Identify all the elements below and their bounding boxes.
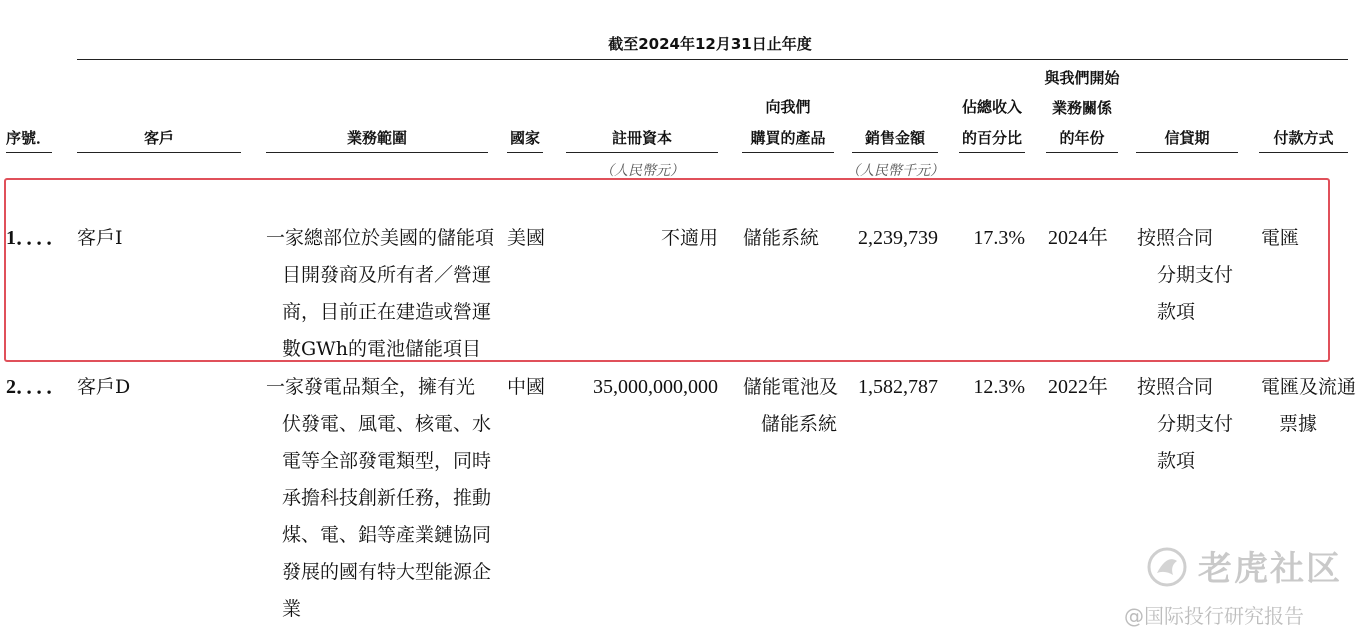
col-header-pct-line2: 的百分比 [961,129,1022,147]
col-header-country: 國家 [509,129,540,147]
row-sales: 1,582,787 [858,376,938,398]
row-seq: 1．．．． [6,227,66,249]
row-highlight-box [4,178,1330,362]
col-rule-seq [6,152,52,153]
row-products: 儲能系統 [743,227,820,249]
scope-line: 商，目前正在建造或營運 [282,301,492,323]
row-payment: 電匯 [1261,227,1300,249]
row-capital: 不適用 [660,227,718,249]
scope-line: 煤、電、鋁等產業鏈協同 [282,524,492,546]
products-line: 儲能系統 [761,413,838,435]
payment-line: 票據 [1279,413,1318,435]
col-header-scope: 業務範圍 [346,129,407,147]
credit-line: 款項 [1157,450,1196,472]
col-header-payment: 付款方式 [1273,129,1334,147]
watermark-credit: @国际投行研究报告 [1124,604,1304,628]
row-scope [266,220,494,368]
row-scope [266,369,491,628]
col-rule-pct [959,152,1025,153]
row-customer: 客戶I [77,227,123,249]
row-country: 美國 [507,227,546,249]
credit-line: 款項 [1157,301,1196,323]
tiger-logo-icon [1146,546,1188,592]
scope-line: 伏發電、風電、核電、水 [282,413,492,435]
products-line: 儲能電池及 [743,376,839,398]
col-header-seq: 序號． [6,129,52,147]
col-header-sales: 銷售金額 [864,129,925,147]
row-country: 中國 [507,376,546,398]
row-products [743,369,838,443]
col-rule-credit [1136,152,1238,153]
col-rule-capital [566,152,718,153]
col-rule-scope [266,152,488,153]
col-rule-customer [77,152,241,153]
scope-line: 一家總部位於美國的儲能項 [266,227,495,249]
col-header-products-line1: 向我們 [765,98,811,116]
scope-line: 業 [282,598,302,620]
row-payment [1261,369,1356,443]
scope-line: 承擔科技創新任務，推動 [282,487,492,509]
period-header: 截至2024年12月31日止年度 [608,35,812,53]
credit-line: 分期支付 [1157,264,1234,286]
unit-sales: （人民幣千元） [846,163,944,179]
col-header-year-line2: 業務關係 [1051,99,1112,117]
col-header-capital: 註冊資本 [611,129,672,147]
scope-line: 一家發電品類全，擁有光 [266,376,476,398]
col-rule-payment [1259,152,1348,153]
row-customer: 客戶D [77,376,131,398]
col-rule-sales [852,152,938,153]
row-sales: 2,239,739 [858,227,938,249]
row-pct: 17.3% [973,227,1025,249]
col-header-products-line2: 購買的產品 [750,129,826,147]
scope-line: 電等全部發電類型，同時 [282,450,492,472]
credit-line: 按照合同 [1137,376,1214,398]
col-header-pct-line1: 佔總收入 [961,98,1022,116]
col-header-credit: 信貸期 [1164,129,1210,147]
col-rule-year [1046,152,1118,153]
period-header-rule [77,59,1348,60]
row-seq: 2．．．． [6,376,66,398]
payment-line: 電匯及流通 [1261,376,1357,398]
row-year: 2022年 [1048,376,1108,398]
row-credit [1137,369,1233,480]
row-credit [1137,220,1233,331]
col-rule-products [742,152,834,153]
row-capital: 35,000,000,000 [593,376,718,398]
credit-line: 分期支付 [1157,413,1234,435]
credit-line: 按照合同 [1137,227,1214,249]
scope-line: 發展的國有特大型能源企 [282,561,492,583]
unit-capital: （人民幣元） [600,163,684,179]
col-header-year-line3: 的年份 [1059,129,1105,147]
watermark-brand: 老虎社区 [1198,549,1342,589]
col-header-year-line1: 與我們開始 [1044,69,1120,87]
col-header-customer: 客戶 [143,129,174,147]
col-rule-country [507,152,543,153]
row-pct: 12.3% [973,376,1025,398]
scope-line: 目開發商及所有者／營運 [282,264,492,286]
scope-line: 數GWh的電池儲能項目 [282,338,481,360]
row-year: 2024年 [1048,227,1108,249]
